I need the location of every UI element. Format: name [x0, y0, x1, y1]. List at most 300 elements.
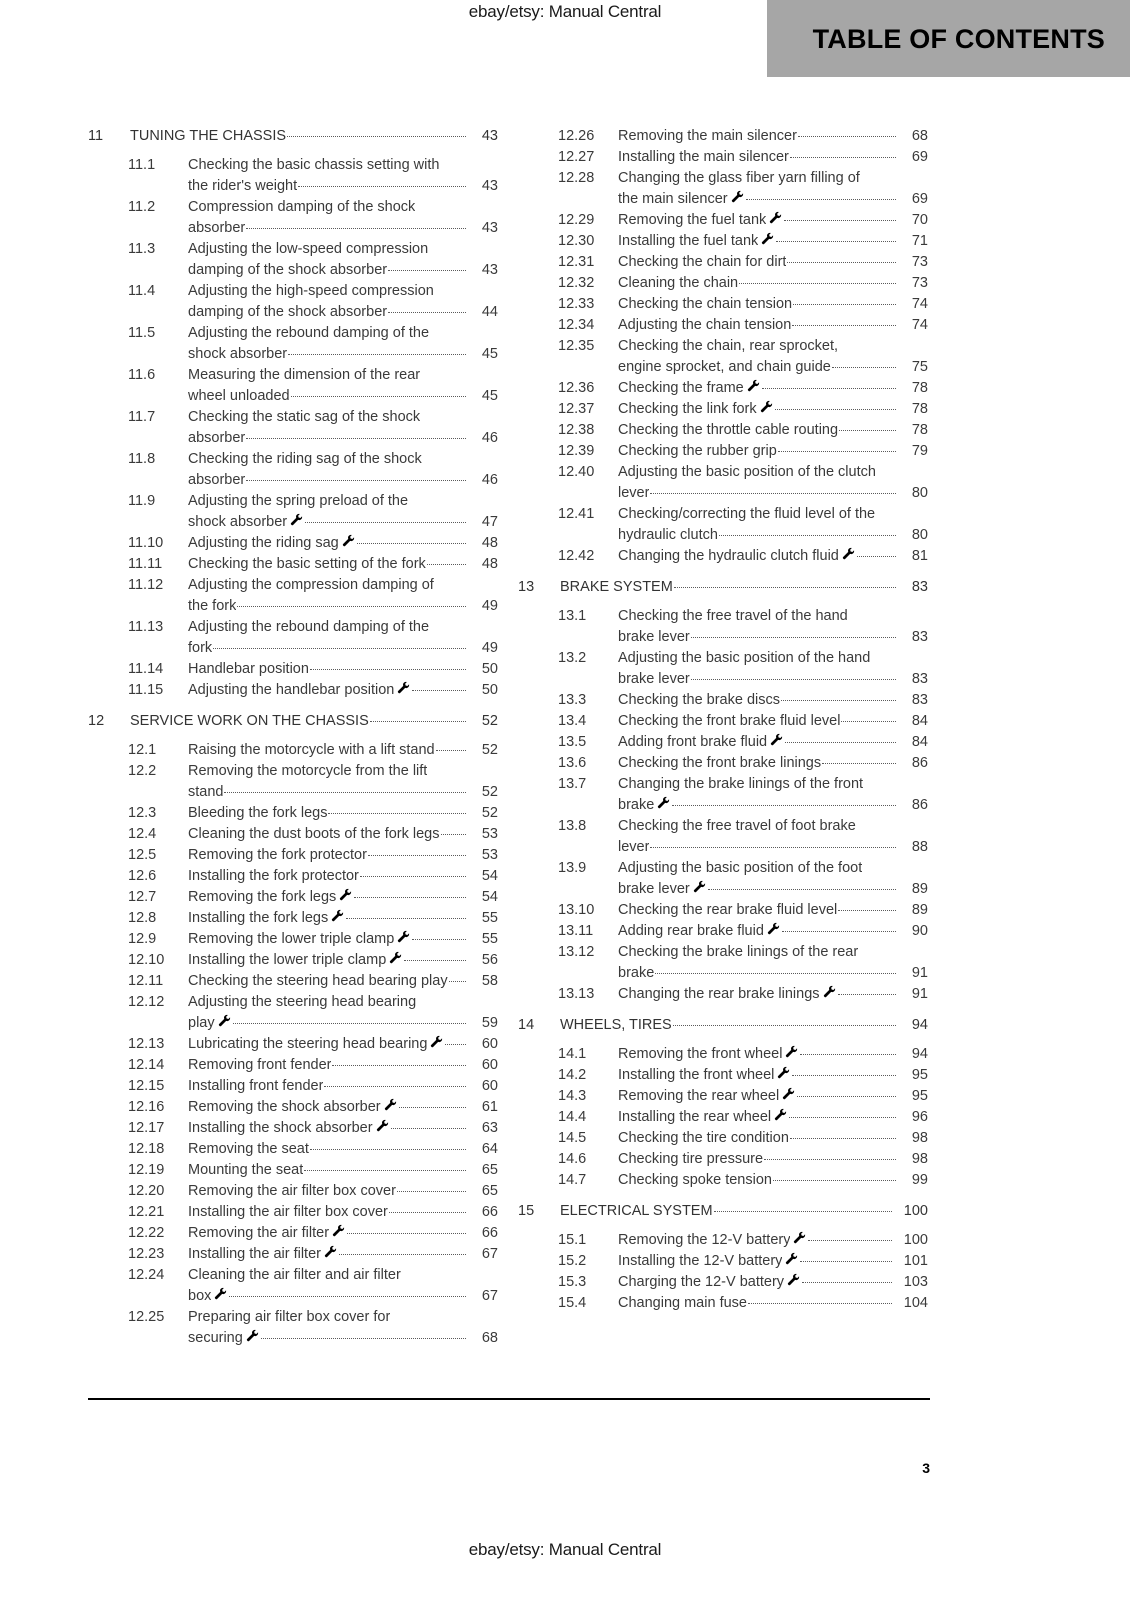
entry-title-wrap: [618, 732, 928, 753]
leader-dots: [237, 606, 466, 607]
entry-page-number: 69: [911, 191, 928, 207]
entry-title: Checking the chain for dirt: [618, 254, 787, 270]
toc-entry-row[interactable]: [518, 273, 928, 294]
entry-title-wrap: [188, 281, 498, 323]
entry-number: 12.21: [128, 1204, 165, 1220]
entry-number: 12.25: [128, 1309, 165, 1325]
entry-title-wrap: [188, 1118, 498, 1139]
toc-entry-row[interactable]: [88, 197, 498, 239]
leader-dots: [233, 1023, 466, 1024]
toc-entry-row[interactable]: [518, 147, 928, 168]
entry-number: 14.4: [558, 1109, 587, 1125]
entry-page-number: 43: [481, 220, 498, 236]
entry-title-wrap: [618, 399, 928, 420]
entry-title-wrap: [188, 845, 498, 866]
entry-title-wrap: [188, 407, 498, 449]
entry-title-wrap: [188, 1181, 498, 1202]
leader-dots: [746, 199, 896, 200]
entry-page-number: 67: [481, 1288, 498, 1304]
toc-entry-row[interactable]: [88, 533, 498, 554]
toc-entry-row[interactable]: [88, 824, 498, 845]
entry-title-wrap: [618, 441, 928, 462]
entry-number: 12.20: [128, 1183, 165, 1199]
entry-title-wrap: [188, 1076, 498, 1097]
leader-dots: [224, 792, 466, 793]
entry-number: 12.37: [558, 401, 595, 417]
leader-dots: [650, 493, 896, 494]
toc-entry-row[interactable]: [518, 315, 928, 336]
header-band: [767, 0, 1130, 77]
toc-entry-row[interactable]: [88, 1160, 498, 1181]
wrench-icon: [389, 951, 402, 964]
leader-dots: [719, 535, 896, 536]
toc-entry-row[interactable]: [88, 449, 498, 491]
toc-entry-row[interactable]: [88, 992, 498, 1034]
entry-title: Checking spoke tension: [618, 1172, 772, 1188]
entry-title: Removing the air filter: [188, 1225, 330, 1241]
entry-title: Changing the hydraulic clutch fluid: [618, 548, 839, 564]
entry-title-wrap: [618, 1086, 928, 1107]
entry-title-wrap: [618, 504, 928, 546]
leader-dots: [773, 1180, 896, 1181]
leader-dots: [775, 409, 896, 410]
toc-entry-row[interactable]: [88, 1307, 498, 1349]
entry-page-number: 55: [481, 931, 498, 947]
toc-entry-row[interactable]: [518, 1044, 928, 1065]
entry-title-wrap: [618, 858, 928, 900]
entry-title: damping of the shock absorber: [188, 262, 388, 278]
chapter-title-wrap: [130, 126, 498, 147]
entry-number: 12.8: [128, 910, 157, 926]
entry-title: the fork: [188, 598, 237, 614]
entry-number: 12.13: [128, 1036, 165, 1052]
toc-entry-row[interactable]: [88, 281, 498, 323]
leader-dots: [673, 1025, 896, 1026]
leader-dots: [789, 1117, 896, 1118]
entry-title: Checking the basic chassis setting with: [188, 157, 440, 173]
entry-title: lever: [618, 485, 650, 501]
entry-number: 11.3: [128, 241, 156, 257]
entry-title: Removing the 12-V battery: [618, 1232, 791, 1248]
entry-title-wrap: [188, 365, 498, 407]
toc-entry-row[interactable]: [518, 294, 928, 315]
entry-title: Removing the main silencer: [618, 128, 797, 144]
leader-dots: [798, 136, 896, 137]
entry-title: Adjusting the low-speed compression: [188, 241, 429, 257]
entry-page-number: 47: [481, 514, 498, 530]
entry-title: stand: [188, 784, 224, 800]
toc-entry-row[interactable]: [518, 1251, 928, 1272]
entry-page-number: 58: [481, 973, 498, 989]
toc-entry-row[interactable]: [518, 984, 928, 1005]
entry-title: Lubricating the steering head bearing: [188, 1036, 428, 1052]
entry-page-number: 49: [481, 640, 498, 656]
wrench-icon: [376, 1119, 389, 1132]
entry-title: Checking the steering head bearing play: [188, 973, 448, 989]
entry-title-wrap: [188, 824, 498, 845]
wrench-icon: [218, 1014, 231, 1027]
entry-number: 11.6: [128, 367, 156, 383]
entry-title-wrap: [618, 126, 928, 147]
toc-entry-row[interactable]: [88, 1034, 498, 1055]
toc-entry-row[interactable]: [518, 732, 928, 753]
wrench-icon: [785, 1252, 798, 1265]
wrench-icon: [430, 1035, 443, 1048]
entry-page-number: 78: [911, 380, 928, 396]
toc-entry-row[interactable]: [88, 1181, 498, 1202]
toc-entry-row[interactable]: [518, 1293, 928, 1314]
entry-title: Checking the front brake fluid level: [618, 713, 841, 729]
entry-title: brake lever: [618, 629, 690, 645]
entry-number: 11.12: [128, 577, 164, 593]
entry-title-wrap: [188, 155, 498, 197]
entry-title-wrap: [618, 606, 928, 648]
chapter-title-wrap: [560, 577, 928, 598]
toc-entry-row[interactable]: [518, 711, 928, 732]
entry-title: brake: [618, 965, 655, 981]
toc-entry-row[interactable]: [518, 420, 928, 441]
leader-dots: [782, 931, 896, 932]
toc-entry-row[interactable]: [518, 858, 928, 900]
entry-number: 14.2: [558, 1067, 587, 1083]
entry-title: Charging the 12-V battery: [618, 1274, 785, 1290]
toc-chapter-row[interactable]: [88, 126, 498, 147]
entry-page-number: 100: [903, 1203, 928, 1219]
entry-page-number: 53: [481, 826, 498, 842]
entry-title: Checking the basic setting of the fork: [188, 556, 426, 572]
entry-number: 15.3: [558, 1274, 587, 1290]
footer-page-number: 3: [922, 1460, 930, 1476]
leader-dots: [691, 679, 896, 680]
toc-entry-row[interactable]: [88, 803, 498, 824]
entry-page-number: 96: [911, 1109, 928, 1125]
toc-entry-row[interactable]: [88, 971, 498, 992]
toc-entry-row[interactable]: [518, 441, 928, 462]
entry-page-number: 64: [481, 1141, 498, 1157]
toc-entry-row[interactable]: [518, 753, 928, 774]
toc-entry-row[interactable]: [88, 365, 498, 407]
entry-title-wrap: [618, 1272, 928, 1293]
entry-page-number: 90: [911, 923, 928, 939]
entry-number: 13.10: [558, 902, 595, 918]
leader-dots: [445, 1044, 466, 1045]
entry-page-number: 91: [911, 986, 928, 1002]
entry-page-number: 43: [481, 128, 498, 144]
entry-title: Installing the shock absorber: [188, 1120, 373, 1136]
entry-page-number: 84: [911, 713, 928, 729]
entry-number: 15.4: [558, 1295, 587, 1311]
entry-page-number: 94: [911, 1017, 928, 1033]
toc-entry-row[interactable]: [88, 845, 498, 866]
toc-entry-row[interactable]: [88, 1097, 498, 1118]
toc-entry-row[interactable]: [518, 126, 928, 147]
toc-entry-row[interactable]: [88, 659, 498, 680]
leader-dots: [764, 1159, 896, 1160]
entry-number: 11.1: [128, 157, 156, 173]
entry-title: Removing the motorcycle from the lift: [188, 763, 428, 779]
entry-title: securing: [188, 1330, 243, 1346]
entry-title-wrap: [188, 1034, 498, 1055]
leader-dots: [298, 186, 466, 187]
entry-title: Changing main fuse: [618, 1295, 747, 1311]
leader-dots: [370, 721, 466, 722]
toc-entry-row[interactable]: [518, 231, 928, 252]
entry-page-number: 75: [911, 359, 928, 375]
toc-entry-row[interactable]: [518, 1272, 928, 1293]
entry-title: hydraulic clutch: [618, 527, 718, 543]
wrench-icon: [761, 232, 774, 245]
entry-number: 11.13: [128, 619, 164, 635]
entry-title-wrap: [618, 168, 928, 210]
entry-title: Handlebar position: [188, 661, 309, 677]
entry-page-number: 91: [911, 965, 928, 981]
chapter-title-wrap: [560, 1015, 928, 1036]
entry-title: Installing the fuel tank: [618, 233, 759, 249]
entry-title-wrap: [618, 816, 928, 858]
chapter-title: ELECTRICAL SYSTEM: [560, 1203, 713, 1219]
toc-entry-row[interactable]: [88, 323, 498, 365]
toc-entry-row[interactable]: [88, 575, 498, 617]
entry-page-number: 45: [481, 388, 498, 404]
entry-number: 11.9: [128, 493, 156, 509]
chapter-title: SERVICE WORK ON THE CHASSIS: [130, 713, 369, 729]
entry-title: Adding front brake fluid: [618, 734, 768, 750]
entry-title: Adjusting the riding sag: [188, 535, 339, 551]
entry-title: Checking the rear brake fluid level: [618, 902, 838, 918]
toc-entry-row[interactable]: [518, 1230, 928, 1251]
toc-entry-row[interactable]: [518, 690, 928, 711]
entry-title: Removing the seat: [188, 1141, 309, 1157]
entry-title: Removing front fender: [188, 1057, 332, 1073]
leader-dots: [655, 973, 896, 974]
entry-title-wrap: [618, 648, 928, 690]
toc-entry-row[interactable]: [88, 908, 498, 929]
wrench-icon: [774, 1108, 787, 1121]
entry-number: 12.4: [128, 826, 157, 842]
entry-page-number: 65: [481, 1183, 498, 1199]
entry-title-wrap: [618, 252, 928, 273]
entry-title: Adjusting the chain tension: [618, 317, 792, 333]
leader-dots: [246, 228, 466, 229]
toc-entry-row[interactable]: [518, 1128, 928, 1149]
toc-entry-row[interactable]: [88, 617, 498, 659]
wrench-icon: [331, 909, 344, 922]
toc-entry-row[interactable]: [88, 239, 498, 281]
toc-entry-row[interactable]: [518, 900, 928, 921]
toc-entry-row[interactable]: [518, 816, 928, 858]
entry-number: 11.7: [128, 409, 156, 425]
entry-title-wrap: [618, 984, 928, 1005]
entry-title: Raising the motorcycle with a lift stand: [188, 742, 435, 758]
leader-dots: [441, 834, 467, 835]
toc-entry-row[interactable]: [88, 1139, 498, 1160]
entry-title: Adjusting the high-speed compression: [188, 283, 434, 299]
entry-title-wrap: [618, 1251, 928, 1272]
wrench-icon: [731, 190, 744, 203]
entry-title: Adjusting the rebound damping of the: [188, 619, 430, 635]
toc-entry-row[interactable]: [88, 761, 498, 803]
wrench-icon: [823, 985, 836, 998]
wrench-icon: [290, 513, 303, 526]
leader-dots: [360, 876, 466, 877]
entry-title-wrap: [188, 803, 498, 824]
toc-entry-row[interactable]: [518, 648, 928, 690]
wrench-icon: [770, 733, 783, 746]
entry-title: Bleeding the fork legs: [188, 805, 328, 821]
chapter-title-wrap: [130, 711, 498, 732]
toc-entry-row[interactable]: [88, 950, 498, 971]
entry-page-number: 48: [481, 535, 498, 551]
entry-title-wrap: [188, 992, 498, 1034]
entry-title: Checking the brake linings of the rear: [618, 944, 859, 960]
toc-entry-row[interactable]: [518, 606, 928, 648]
entry-page-number: 86: [911, 797, 928, 813]
entry-page-number: 60: [481, 1057, 498, 1073]
entry-title-wrap: [188, 1055, 498, 1076]
entry-page-number: 67: [481, 1246, 498, 1262]
leader-dots: [357, 543, 466, 544]
leader-dots: [802, 1282, 892, 1283]
chapter-title: WHEELS, TIRES: [560, 1017, 672, 1033]
entry-page-number: 83: [911, 671, 928, 687]
chapter-title: TUNING THE CHASSIS: [130, 128, 287, 144]
entry-title: Checking the chain, rear sprocket,: [618, 338, 839, 354]
entry-number: 13.3: [558, 692, 587, 708]
entry-title-wrap: [188, 971, 498, 992]
toc-entry-row[interactable]: [518, 1170, 928, 1191]
toc-entry-row[interactable]: [88, 1055, 498, 1076]
entry-page-number: 54: [481, 868, 498, 884]
entry-page-number: 46: [481, 430, 498, 446]
toc-entry-row[interactable]: [518, 546, 928, 567]
leader-dots: [229, 1296, 466, 1297]
entry-title: Changing the brake linings of the front: [618, 776, 864, 792]
toc-entry-row[interactable]: [88, 1223, 498, 1244]
leader-dots: [778, 451, 896, 452]
toc-chapter-row[interactable]: [518, 1015, 928, 1036]
toc-entry-row[interactable]: [88, 554, 498, 575]
wrench-icon: [769, 211, 782, 224]
wrench-icon: [793, 1231, 806, 1244]
toc-entry-row[interactable]: [88, 680, 498, 701]
toc-entry-row[interactable]: [518, 504, 928, 546]
entry-number: 12.12: [128, 994, 165, 1010]
entry-title: Measuring the dimension of the rear: [188, 367, 421, 383]
toc-entry-row[interactable]: [88, 1118, 498, 1139]
entry-title-wrap: [188, 761, 498, 803]
entry-title: Adjusting the steering head bearing: [188, 994, 417, 1010]
entry-number: 13.9: [558, 860, 587, 876]
leader-dots: [781, 700, 896, 701]
toc-entry-row[interactable]: [518, 1107, 928, 1128]
entry-title: engine sprocket, and chain guide: [618, 359, 831, 375]
toc-entry-row[interactable]: [518, 168, 928, 210]
leader-dots: [790, 157, 896, 158]
entry-page-number: 55: [481, 910, 498, 926]
entry-number: 12.31: [558, 254, 595, 270]
toc-entry-row[interactable]: [88, 740, 498, 761]
entry-title: Adjusting the basic position of the foot: [618, 860, 863, 876]
toc-entry-row[interactable]: [88, 1244, 498, 1265]
entry-number: 12.41: [558, 506, 595, 522]
toc-entry-row[interactable]: [88, 1202, 498, 1223]
toc-entry-row[interactable]: [518, 210, 928, 231]
entry-title: Adding rear brake fluid: [618, 923, 764, 939]
toc-entry-row[interactable]: [518, 336, 928, 378]
toc-entry-row[interactable]: [518, 1149, 928, 1170]
toc-entry-row[interactable]: [518, 378, 928, 399]
wrench-icon: [693, 880, 706, 893]
toc-entry-row[interactable]: [518, 942, 928, 984]
toc-entry-row[interactable]: [88, 1265, 498, 1307]
entry-number: 14.7: [558, 1172, 587, 1188]
entry-number: 12.30: [558, 233, 595, 249]
entry-title-wrap: [618, 231, 928, 252]
toc-entry-row[interactable]: [88, 1076, 498, 1097]
entry-number: 12.16: [128, 1099, 165, 1115]
leader-dots: [328, 813, 466, 814]
entry-title-wrap: [618, 546, 928, 567]
leader-dots: [332, 1065, 466, 1066]
entry-number: 12.17: [128, 1120, 165, 1136]
toc-entry-row[interactable]: [88, 887, 498, 908]
toc-entry-row[interactable]: [518, 1086, 928, 1107]
leader-dots: [739, 283, 896, 284]
toc-entry-row[interactable]: [88, 866, 498, 887]
toc-chapter-row[interactable]: [88, 711, 498, 732]
toc-chapter-row[interactable]: [518, 577, 928, 598]
toc-entry-row[interactable]: [88, 155, 498, 197]
entry-number: 13.12: [558, 944, 595, 960]
entry-number: 14.6: [558, 1151, 587, 1167]
leader-dots: [427, 564, 466, 565]
entry-title: Installing the main silencer: [618, 149, 789, 165]
entry-title-wrap: [188, 1307, 498, 1349]
toc-entry-row[interactable]: [518, 1065, 928, 1086]
entry-title-wrap: [618, 690, 928, 711]
leader-dots: [787, 262, 896, 263]
leader-dots: [832, 367, 896, 368]
entry-number: 14.3: [558, 1088, 587, 1104]
leader-dots: [436, 750, 466, 751]
entry-title-wrap: [188, 491, 498, 533]
entry-title: shock absorber: [188, 346, 288, 362]
toc-entry-row[interactable]: [88, 407, 498, 449]
entry-page-number: 79: [911, 443, 928, 459]
entry-number: 12.9: [128, 931, 157, 947]
page-title: TABLE OF CONTENTS: [812, 24, 1105, 54]
toc-chapter-row[interactable]: [518, 1201, 928, 1222]
toc-entry-row[interactable]: [518, 774, 928, 816]
toc-entry-row[interactable]: [518, 399, 928, 420]
entry-number: 12.10: [128, 952, 165, 968]
chapter-number: 15: [518, 1203, 535, 1219]
toc-entry-row[interactable]: [518, 921, 928, 942]
toc-entry-row[interactable]: [88, 491, 498, 533]
entry-title: Checking the static sag of the shock: [188, 409, 421, 425]
entry-page-number: 98: [911, 1130, 928, 1146]
entry-number: 11.11: [128, 556, 163, 572]
leader-dots: [354, 897, 466, 898]
toc-entry-row[interactable]: [88, 929, 498, 950]
leader-dots: [708, 889, 896, 890]
wrench-icon: [782, 1087, 795, 1100]
toc-entry-row[interactable]: [518, 252, 928, 273]
toc-entry-row[interactable]: [518, 462, 928, 504]
entry-title: Checking the rubber grip: [618, 443, 777, 459]
entry-title: Installing the air filter box cover: [188, 1204, 388, 1220]
entry-title: absorber: [188, 430, 246, 446]
